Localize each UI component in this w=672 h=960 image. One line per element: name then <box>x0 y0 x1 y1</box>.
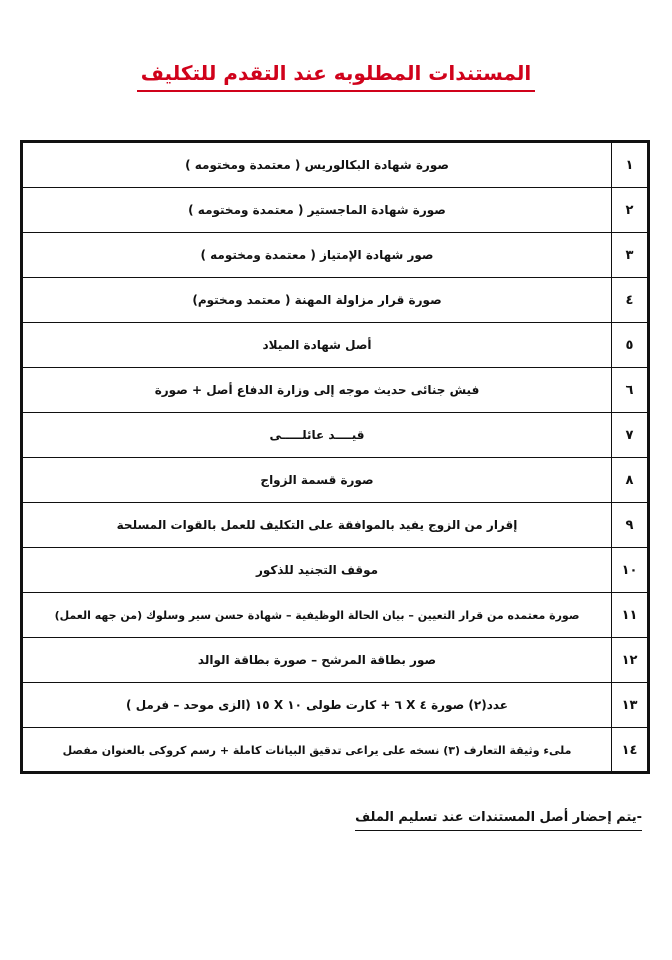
table-row <box>23 143 647 188</box>
page-title-text: المستندات المطلوبه عند التقدم للتكليف <box>137 58 536 92</box>
table-row <box>23 503 647 548</box>
row-number: ١١ <box>611 593 647 637</box>
table-row <box>23 683 647 728</box>
table-row <box>23 728 647 773</box>
row-number: ١٣ <box>611 683 647 727</box>
row-document: صور شهادة الإمتياز ( معتمدة ومختومه ) <box>200 248 434 262</box>
row-document: فيش جنائى حديث موجه إلى وزارة الدفاع أصل + صورة <box>154 383 480 397</box>
row-number: ١ <box>611 143 647 187</box>
table-row <box>23 278 647 323</box>
row-document: إقرار من الزوج يفيد بالموافقة على التكليف للعمل بالقوات المسلحة <box>116 518 518 532</box>
row-number: ١٠ <box>611 548 647 592</box>
row-number: ٢ <box>611 188 647 232</box>
page-title <box>0 58 672 92</box>
footer-note: -يتم إحضار أصل المستندات عند تسليم الملف <box>355 808 642 831</box>
row-number: ٤ <box>611 278 647 322</box>
row-number: ٨ <box>611 458 647 502</box>
row-number: ٩ <box>611 503 647 547</box>
table-row <box>23 458 647 503</box>
table-row <box>23 188 647 233</box>
row-number: ٣ <box>611 233 647 277</box>
row-document: أصل شهادة الميلاد <box>262 338 372 352</box>
table-row <box>23 233 647 278</box>
row-document: صورة معتمده من قرار التعيين – بيان الحالة الوظيفية – شهادة حسن سير وسلوك (من جهه العمل) <box>54 608 580 622</box>
row-number: ١٤ <box>611 728 647 773</box>
row-document: عدد(٢) صورة ٤ X ٦ + كارت طولى ١٠ X ١٥ (الزى موحد – فرمل ) <box>126 698 508 712</box>
row-number: ٥ <box>611 323 647 367</box>
table-row <box>23 368 647 413</box>
table-row <box>23 323 647 368</box>
row-document: صورة قرار مزاولة المهنة ( معتمد ومختوم) <box>192 293 442 307</box>
row-document: صور بطاقة المرشح – صورة بطاقة الوالد <box>197 653 437 667</box>
table-row <box>23 413 647 458</box>
table-row <box>23 593 647 638</box>
row-number: ٧ <box>611 413 647 457</box>
row-document: صورة شهادة البكالوريس ( معتمدة ومختومه ) <box>185 158 449 172</box>
row-number: ٦ <box>611 368 647 412</box>
row-number: ١٢ <box>611 638 647 682</box>
table-row <box>23 548 647 593</box>
row-document: موقف التجنيد للذكور <box>255 563 379 577</box>
row-document: ملىء وثيقة التعارف (٣) نسخه على يراعى تدقيق البيانات كاملة + رسم كروكى بالعنوان مفصل <box>62 744 572 757</box>
row-document: قيــــد عائلـــــى <box>269 428 365 442</box>
row-document: صورة شهادة الماجستير ( معتمدة ومختومه ) <box>188 203 446 217</box>
documents-table <box>20 140 650 774</box>
row-document: صورة قسمة الزواج <box>260 473 374 487</box>
table-row <box>23 638 647 683</box>
